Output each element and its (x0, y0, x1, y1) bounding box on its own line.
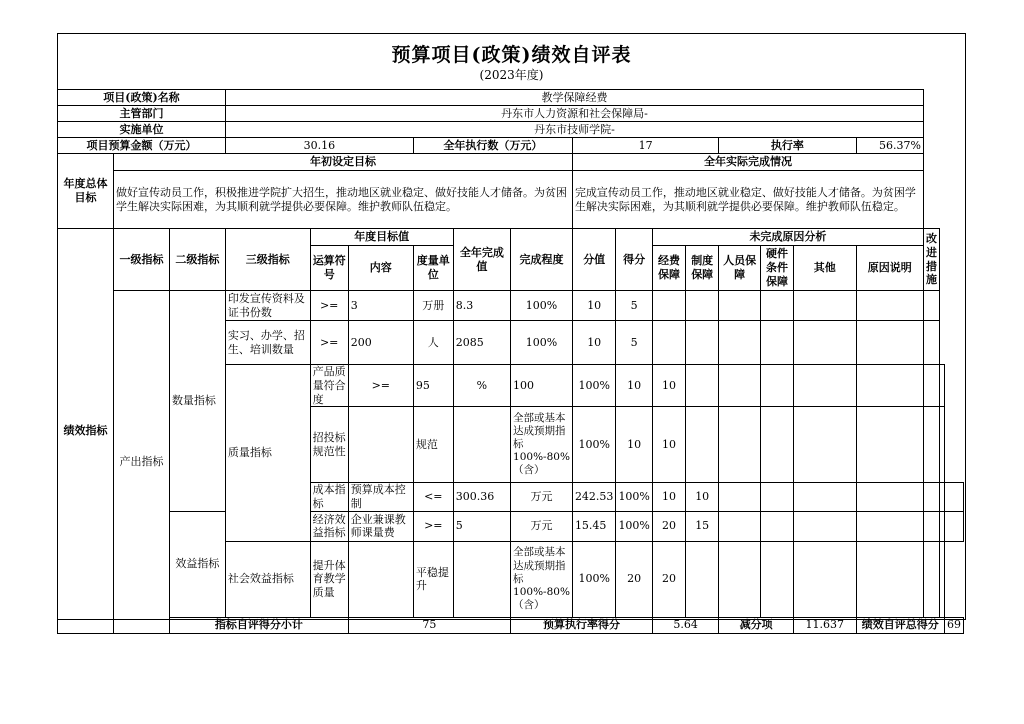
value-cell: 20 (652, 511, 685, 541)
actual-completion-header: 全年实际完成情况 (572, 154, 923, 171)
level3-cell: 印发宣传资料及证书份数 (225, 291, 310, 321)
level3-cell: 提升体育教学质量 (310, 541, 348, 617)
budget-amount-label: 项目预算金额（万元） (58, 138, 226, 154)
degree-cell: 100% (616, 483, 652, 512)
degree-cell: 100% (572, 407, 616, 483)
funding-header: 经费保障 (652, 246, 685, 291)
value-cell: 10 (652, 483, 685, 512)
completion-degree-header: 完成程度 (511, 229, 573, 291)
goal-text-row (58, 171, 964, 229)
cost-indicator-label: 成本指标 (310, 483, 348, 512)
unit-cell (453, 541, 510, 617)
score-cell: 5 (616, 291, 652, 321)
deduction-value: 11.637 (793, 617, 856, 633)
department-value: 丹东市人力资源和社会保障局- (225, 106, 923, 122)
executed-amount-value: 17 (572, 138, 718, 154)
output-indicator-label: 产出指标 (113, 291, 169, 634)
execution-rate-value: 56.37% (856, 138, 923, 154)
content-header: 内容 (348, 246, 413, 291)
content-cell: 规范 (413, 407, 453, 483)
initial-goal-header: 年初设定目标 (113, 154, 572, 171)
content-cell: 3 (348, 291, 413, 321)
score-value-header: 分值 (572, 229, 616, 291)
operator-cell: >= (413, 511, 453, 541)
evaluation-sheet (57, 33, 966, 632)
executed-amount-label: 全年执行数（万元） (413, 138, 572, 154)
operator-cell (348, 407, 413, 483)
value-cell: 10 (572, 321, 616, 365)
degree-cell: 100% (511, 321, 573, 365)
reason-desc-header: 原因说明 (856, 246, 923, 291)
improvement-header: 改进措施 (924, 229, 940, 291)
degree-cell: 100% (511, 291, 573, 321)
total-score-value: 69 (945, 617, 964, 633)
value-cell: 10 (616, 365, 652, 407)
budget-amount-value: 30.16 (225, 138, 413, 154)
budget-exec-score-value: 5.64 (652, 617, 718, 633)
department-row (58, 106, 964, 122)
level1-header: 一级指标 (113, 229, 169, 291)
score-cell: 15 (686, 511, 719, 541)
actual-cell: 2085 (453, 321, 510, 365)
hardware-header: 硬件条件保障 (761, 246, 794, 291)
operator-cell: >= (310, 321, 348, 365)
actual-cell: 全部或基本达成预期指标100%-80%（含） (511, 541, 573, 617)
score-header: 得分 (616, 229, 652, 291)
operator-cell: >= (310, 291, 348, 321)
level3-header: 三级指标 (225, 229, 310, 291)
score-cell: 5 (616, 321, 652, 365)
level3-cell: 产品质量符合度 (310, 365, 348, 407)
performance-indicators-label: 绩效指标 (58, 229, 114, 634)
table-row (58, 291, 964, 321)
budget-exec-score-label: 预算执行率得分 (511, 617, 653, 633)
score-cell: 10 (686, 483, 719, 512)
level3-cell: 预算成本控制 (348, 483, 413, 512)
operator-header: 运算符号 (310, 246, 348, 291)
personnel-header: 人员保障 (719, 246, 761, 291)
execution-rate-label: 执行率 (719, 138, 856, 154)
content-cell: 95 (413, 365, 453, 407)
score-cell: 10 (652, 365, 685, 407)
footer-row (58, 617, 964, 633)
score-cell: 10 (652, 407, 685, 483)
project-name-label: 项目(政策)名称 (58, 90, 226, 106)
unfinished-reason-header: 未完成原因分析 (652, 229, 923, 246)
value-cell: 10 (572, 291, 616, 321)
quantity-indicator-label: 数量指标 (169, 291, 225, 512)
implementer-row (58, 122, 964, 138)
unit-cell: 万册 (413, 291, 453, 321)
actual-cell: 8.3 (453, 291, 510, 321)
actual-cell: 全部或基本达成预期指标100%-80%（含） (511, 407, 573, 483)
degree-cell: 100% (572, 541, 616, 617)
full-year-value-header: 全年完成值 (453, 229, 510, 291)
subtotal-label: 指标自评得分小计 (169, 617, 348, 633)
goal-header-row (58, 154, 964, 171)
level3-cell: 企业兼课教师课量费 (348, 511, 413, 541)
value-cell: 10 (616, 407, 652, 483)
operator-cell (348, 541, 413, 617)
content-cell: 300.36 (453, 483, 510, 512)
unit-cell (453, 407, 510, 483)
content-cell: 平稳提升 (413, 541, 453, 617)
project-name-value: 教学保障经费 (225, 90, 923, 106)
operator-cell: >= (348, 365, 413, 407)
actual-completion-text: 完成宣传动员工作，推动地区就业稳定、做好技能人才储备。为贫困学生解决实际困难，为其顺利就学提供必要保障。维护教师队伍稳定。 (572, 171, 923, 229)
budget-row (58, 138, 964, 154)
economic-indicator-label: 经济效益指标 (310, 511, 348, 541)
level3-cell: 招投标规范性 (310, 407, 348, 483)
unit-cell: 人 (413, 321, 453, 365)
initial-goal-text: 做好宣传动员工作，积极推进学院扩大招生，推动地区就业稳定、做好技能人才储备。为贫困学生解决实际困难，为其顺利就学提供必要保障。维护教师队伍稳定。 (113, 171, 572, 229)
content-cell: 200 (348, 321, 413, 365)
level3-cell: 实习、办学、招生、培训数量 (225, 321, 310, 365)
project-name-row (58, 90, 964, 106)
quality-indicator-label: 质量指标 (225, 365, 310, 542)
implementer-label: 实施单位 (58, 122, 226, 138)
operator-cell: <= (413, 483, 453, 512)
unit-cell: 万元 (511, 511, 573, 541)
subtotal-value: 75 (348, 617, 510, 633)
actual-cell: 15.45 (572, 511, 616, 541)
score-cell: 20 (652, 541, 685, 617)
other-header: 其他 (793, 246, 856, 291)
actual-cell: 100 (511, 365, 573, 407)
year-subtitle: (2023年度) (479, 68, 544, 82)
content-cell: 5 (453, 511, 510, 541)
annual-goal-label: 年度总体目标 (58, 154, 114, 229)
unit-cell: 万元 (511, 483, 573, 512)
table-row (58, 511, 964, 541)
annual-target-header: 年度目标值 (310, 229, 453, 246)
system-header: 制度保障 (686, 246, 719, 291)
implementer-value: 丹东市技师学院- (225, 122, 923, 138)
department-label: 主管部门 (58, 106, 226, 122)
benefit-indicator-label: 效益指标 (169, 511, 225, 617)
degree-cell: 100% (616, 511, 652, 541)
unit-header: 度量单位 (413, 246, 453, 291)
unit-cell: % (453, 365, 510, 407)
total-score-label: 绩效自评总得分 (856, 617, 944, 633)
evaluation-table (57, 89, 964, 634)
page-title: 预算项目(政策)绩效自评表 (391, 44, 632, 66)
deduction-label: 减分项 (719, 617, 794, 633)
indicator-header-row-1 (58, 229, 964, 246)
degree-cell: 100% (572, 365, 616, 407)
level2-header: 二级指标 (169, 229, 225, 291)
value-cell: 20 (616, 541, 652, 617)
actual-cell: 242.53 (572, 483, 616, 512)
social-indicator-label: 社会效益指标 (225, 541, 310, 617)
